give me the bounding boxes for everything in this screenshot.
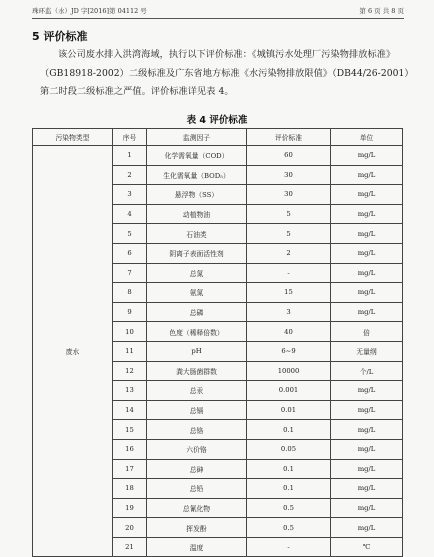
standard-cell: 0.1 xyxy=(247,459,331,479)
row-number-cell: 12 xyxy=(113,361,147,381)
row-number-cell: 16 xyxy=(113,439,147,459)
table-header-row xyxy=(33,129,403,146)
standard-cell: 10000 xyxy=(247,361,331,381)
standard-cell: 0.05 xyxy=(247,439,331,459)
factor-cell: 石油类 xyxy=(147,224,247,244)
table-row xyxy=(33,146,403,166)
header-standard: 评价标准 xyxy=(247,129,331,146)
header-number: 序号 xyxy=(113,129,147,146)
unit-cell: mg/L xyxy=(331,479,403,499)
row-number-cell: 10 xyxy=(113,322,147,342)
pollutant-type-cell: 废水 xyxy=(33,146,113,557)
factor-cell: 色度（稀释倍数） xyxy=(147,322,247,342)
unit-cell: mg/L xyxy=(331,243,403,263)
row-number-cell: 15 xyxy=(113,420,147,440)
standard-cell: 0.1 xyxy=(247,479,331,499)
standard-cell: 40 xyxy=(247,322,331,342)
row-number-cell: 19 xyxy=(113,498,147,518)
factor-cell: 总汞 xyxy=(147,381,247,401)
factor-cell: 粪大肠菌群数 xyxy=(147,361,247,381)
unit-cell: mg/L xyxy=(331,400,403,420)
page-header xyxy=(32,6,404,19)
standard-cell: 60 xyxy=(247,146,331,166)
standard-cell: 6~9 xyxy=(247,341,331,361)
section-title: 5 评价标准 xyxy=(32,30,88,43)
unit-cell: mg/L xyxy=(331,459,403,479)
unit-cell: 个/L xyxy=(331,361,403,381)
standards-table xyxy=(32,128,403,557)
row-number-cell: 11 xyxy=(113,341,147,361)
row-number-cell: 13 xyxy=(113,381,147,401)
unit-cell: 无量纲 xyxy=(331,341,403,361)
factor-cell: 阴离子表面活性剂 xyxy=(147,243,247,263)
standard-cell: 0.5 xyxy=(247,518,331,538)
factor-cell: 六价铬 xyxy=(147,439,247,459)
unit-cell: mg/L xyxy=(331,165,403,185)
unit-cell: 倍 xyxy=(331,322,403,342)
header-pollutant-type: 污染物类型 xyxy=(33,129,113,146)
row-number-cell: 18 xyxy=(113,479,147,499)
factor-cell: 总氰化物 xyxy=(147,498,247,518)
unit-cell: mg/L xyxy=(331,185,403,205)
factor-cell: 悬浮物（SS） xyxy=(147,185,247,205)
unit-cell: ℃ xyxy=(331,537,403,557)
unit-cell: mg/L xyxy=(331,439,403,459)
header-unit: 单位 xyxy=(331,129,403,146)
row-number-cell: 17 xyxy=(113,459,147,479)
row-number-cell: 7 xyxy=(113,263,147,283)
unit-cell: mg/L xyxy=(331,224,403,244)
standard-cell: 30 xyxy=(247,185,331,205)
row-number-cell: 5 xyxy=(113,224,147,244)
row-number-cell: 20 xyxy=(113,518,147,538)
row-number-cell: 21 xyxy=(113,537,147,557)
factor-cell: pH xyxy=(147,341,247,361)
page-number: 第 6 页 共 8 页 xyxy=(359,7,404,15)
table-title: 表 4 评价标准 xyxy=(186,115,248,126)
header-factor: 监测因子 xyxy=(147,129,247,146)
row-number-cell: 8 xyxy=(113,283,147,303)
standard-cell: 5 xyxy=(247,224,331,244)
standard-cell: 5 xyxy=(247,204,331,224)
unit-cell: mg/L xyxy=(331,263,403,283)
row-number-cell: 9 xyxy=(113,302,147,322)
body-paragraph: 该公司废水排入洪湾海域，执行以下评价标准：《城镇污水处理厂污染物排放标准》（GB18918-2002）二级标准及广东省地方标准《水污染物排放限值》（DB44/26-2001）第二时段二级标准之严值。评价标准详见表 4。 xyxy=(40,49,414,97)
standard-cell: 3 xyxy=(247,302,331,322)
factor-cell: 氨氮 xyxy=(147,283,247,303)
unit-cell: mg/L xyxy=(331,518,403,538)
unit-cell: mg/L xyxy=(331,283,403,303)
unit-cell: mg/L xyxy=(331,302,403,322)
row-number-cell: 2 xyxy=(113,165,147,185)
standard-cell: 0.001 xyxy=(247,381,331,401)
row-number-cell: 3 xyxy=(113,185,147,205)
standard-cell: - xyxy=(247,537,331,557)
factor-cell: 总氮 xyxy=(147,263,247,283)
standard-cell: 15 xyxy=(247,283,331,303)
unit-cell: mg/L xyxy=(331,381,403,401)
row-number-cell: 6 xyxy=(113,243,147,263)
unit-cell: mg/L xyxy=(331,146,403,166)
unit-cell: mg/L xyxy=(331,204,403,224)
factor-cell: 总砷 xyxy=(147,459,247,479)
factor-cell: 总铅 xyxy=(147,479,247,499)
row-number-cell: 14 xyxy=(113,400,147,420)
unit-cell: mg/L xyxy=(331,498,403,518)
factor-cell: 化学需氧量（COD） xyxy=(147,146,247,166)
standard-cell: 0.01 xyxy=(247,400,331,420)
standard-cell: - xyxy=(247,263,331,283)
standard-cell: 2 xyxy=(247,243,331,263)
factor-cell: 总镉 xyxy=(147,400,247,420)
standard-cell: 0.1 xyxy=(247,420,331,440)
factor-cell: 总铬 xyxy=(147,420,247,440)
document-number: 珠环监（水）JD 字[2016]第 04112 号 xyxy=(32,7,147,15)
row-number-cell: 4 xyxy=(113,204,147,224)
row-number-cell: 1 xyxy=(113,146,147,166)
factor-cell: 温度 xyxy=(147,537,247,557)
factor-cell: 挥发酚 xyxy=(147,518,247,538)
standard-cell: 30 xyxy=(247,165,331,185)
factor-cell: 动植物油 xyxy=(147,204,247,224)
standard-cell: 0.5 xyxy=(247,498,331,518)
factor-cell: 生化需氧量（BOD₅） xyxy=(147,165,247,185)
factor-cell: 总磷 xyxy=(147,302,247,322)
unit-cell: mg/L xyxy=(331,420,403,440)
